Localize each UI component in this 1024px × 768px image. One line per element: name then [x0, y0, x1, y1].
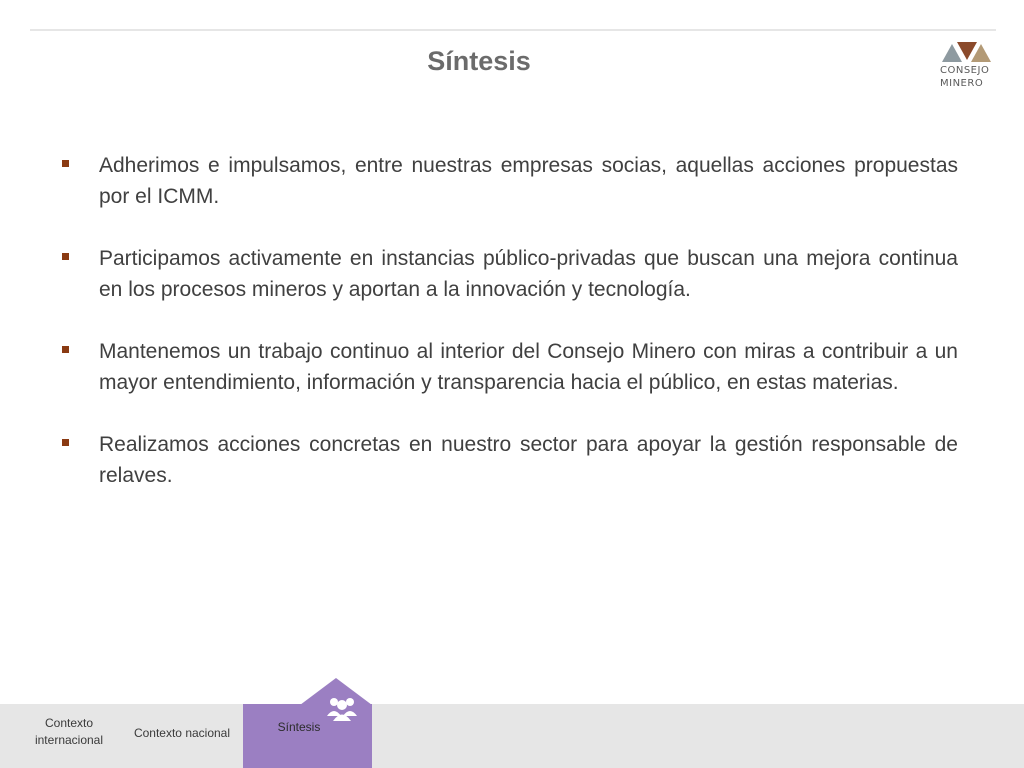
list-item: [60, 150, 958, 212]
bullet-text: Mantenemos un trabajo continuo al interior del Consejo Minero con miras a contribuir a un mayor entendimiento, información y transparencia hacia el público, en estas materias.: [99, 340, 958, 394]
top-divider: [30, 29, 996, 31]
logo-triangles-icon: [940, 41, 994, 63]
bullet-text: Adherimos e impulsamos, entre nuestras empresas socias, aquellas acciones propuestas por el ICMM.: [99, 154, 958, 208]
consejo-minero-logo: [940, 41, 1000, 103]
logo-text-line2: MINERO: [940, 78, 984, 89]
logo-text-line1: CONSEJO: [940, 65, 990, 76]
list-item: [60, 243, 958, 305]
nav-tab-label-line2: internacional: [34, 733, 104, 747]
list-item: [60, 336, 958, 398]
bullet-square-icon: [62, 346, 69, 353]
bullet-square-icon: [62, 439, 69, 446]
bullet-list: [60, 150, 958, 522]
page-title: Síntesis: [427, 46, 531, 76]
bullet-text: Participamos activamente en instancias público-privadas que buscan una mejora continua en los procesos mineros y aportan a la innovación y tecnología.: [99, 247, 958, 301]
nav-tab-sintesis-label: Síntesis: [277, 720, 321, 734]
list-item: [60, 429, 958, 491]
nav-tab-contexto-nacional[interactable]: [126, 725, 238, 742]
bullet-square-icon: [62, 253, 69, 260]
nav-tab-label: Contexto nacional: [133, 726, 231, 740]
nav-tab-contexto-internacional[interactable]: [26, 715, 112, 749]
nav-tab-label-line1: Contexto: [44, 716, 94, 730]
bullet-text: Realizamos acciones concretas en nuestro sector para apoyar la gestión responsable de relaves.: [99, 433, 958, 487]
bullet-square-icon: [62, 160, 69, 167]
people-group-icon: [325, 693, 359, 723]
